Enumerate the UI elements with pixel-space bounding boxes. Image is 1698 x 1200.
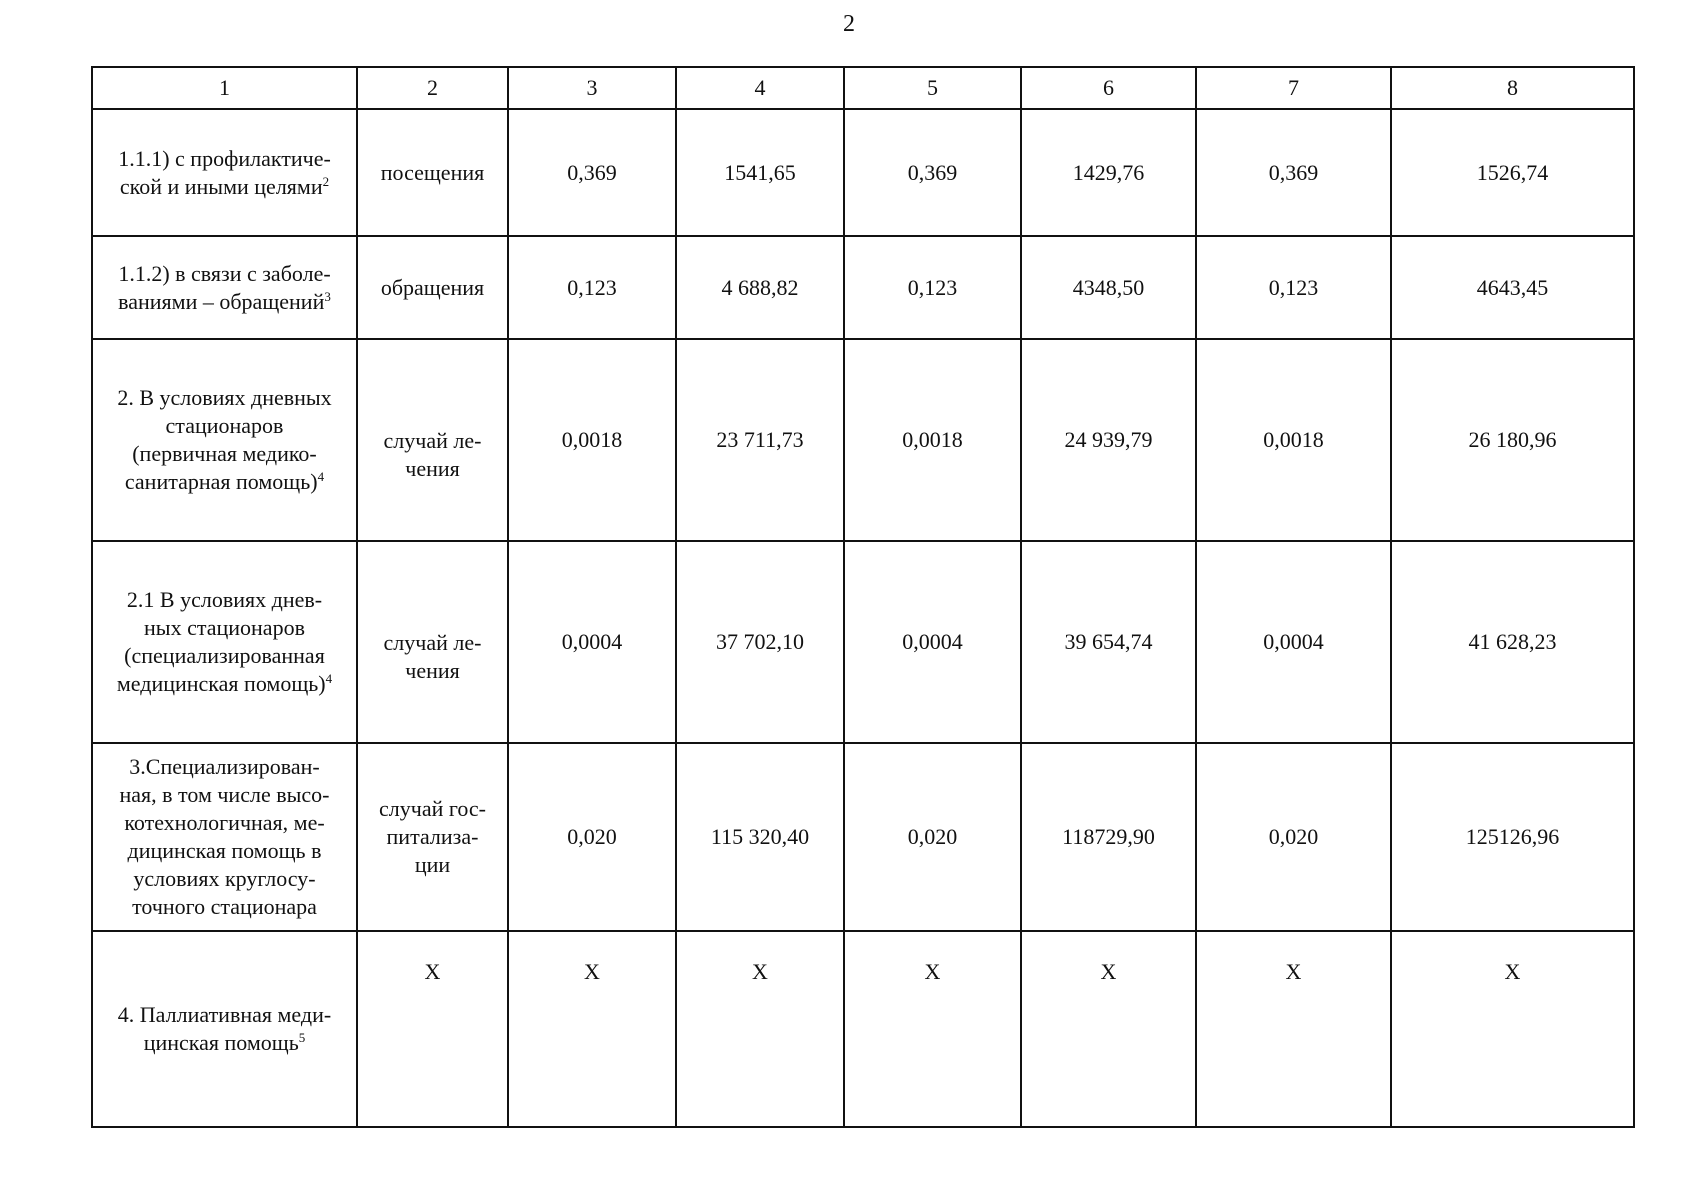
value-cell: 39 654,74	[1021, 541, 1196, 743]
row-unit-line: чения	[405, 456, 460, 481]
row-label-line: медицинская помощь)	[116, 671, 326, 696]
row-label	[92, 339, 357, 541]
row-label-line: 1.1.2) в связи с заболе-	[118, 260, 331, 286]
value-cell: 23 711,73	[676, 339, 844, 541]
value-cell: X	[844, 931, 1021, 1127]
value-cell: 0,369	[508, 109, 676, 236]
footnote-marker: 3	[324, 288, 331, 304]
value-cell: 37 702,10	[676, 541, 844, 743]
column-header-7: 7	[1196, 67, 1391, 109]
row-label	[92, 743, 357, 931]
row-unit: X	[357, 931, 508, 1127]
value-cell: 1541,65	[676, 109, 844, 236]
value-cell: 0,020	[844, 743, 1021, 931]
footnote-marker: 4	[325, 671, 333, 686]
column-header-5: 5	[844, 67, 1021, 109]
row-label-line: ная, в том числе высо-	[119, 782, 330, 807]
value-cell: 0,0018	[844, 339, 1021, 541]
row-label-line: условиях круглосу-	[133, 866, 316, 891]
page-number: 2	[843, 11, 855, 37]
column-header-4: 4	[676, 67, 844, 109]
value-cell: 4348,50	[1021, 236, 1196, 339]
value-cell: 0,0018	[1196, 339, 1391, 541]
footnote-marker: 4	[317, 469, 325, 484]
header-row	[92, 67, 1634, 109]
table-row	[92, 931, 1634, 1127]
row-label-line: котехнологичная, ме-	[124, 810, 325, 835]
table-row	[92, 541, 1634, 743]
value-cell: 115 320,40	[676, 743, 844, 931]
value-cell: 0,123	[844, 236, 1021, 339]
table-row	[92, 339, 1634, 541]
value-cell: 1526,74	[1391, 109, 1634, 236]
row-label-line: ской и иными целями	[119, 173, 323, 199]
row-unit-line: питализа-	[386, 824, 479, 849]
value-cell: 0,123	[508, 236, 676, 339]
row-label	[92, 236, 357, 339]
table-row	[92, 236, 1634, 339]
value-cell: 0,0004	[508, 541, 676, 743]
value-cell: 24 939,79	[1021, 339, 1196, 541]
column-header-3: 3	[508, 67, 676, 109]
value-cell: 0,020	[1196, 743, 1391, 931]
row-label-line: 3.Специализирован-	[129, 754, 320, 779]
row-label-line: 1.1.1) с профилактиче-	[118, 145, 331, 171]
row-label	[92, 541, 357, 743]
value-cell: 0,0004	[1196, 541, 1391, 743]
value-cell: X	[676, 931, 844, 1127]
row-label-line: 2. В условиях дневных	[117, 385, 332, 410]
value-cell: X	[1391, 931, 1634, 1127]
row-unit-line: случай ле-	[383, 428, 482, 453]
row-label-line: санитарная помощь)	[124, 469, 318, 494]
row-label-line: ных стационаров	[144, 615, 305, 640]
row-label-line: стационаров	[165, 413, 284, 438]
row-unit: обращения	[357, 236, 508, 339]
row-label-line: ваниями – обращений	[118, 288, 325, 314]
footnote-marker: 2	[322, 173, 330, 189]
data-table	[91, 66, 1635, 1128]
value-cell: 118729,90	[1021, 743, 1196, 931]
value-cell: 0,0004	[844, 541, 1021, 743]
column-header-6: 6	[1021, 67, 1196, 109]
column-header-2: 2	[357, 67, 508, 109]
column-header-8: 8	[1391, 67, 1634, 109]
footnote-marker: 5	[298, 1030, 306, 1045]
row-label-line: (первичная медико-	[132, 441, 317, 466]
value-cell: 41 628,23	[1391, 541, 1634, 743]
column-header-1: 1	[92, 67, 357, 109]
row-unit-line: ции	[414, 852, 451, 877]
table-row	[92, 743, 1634, 931]
value-cell: 1429,76	[1021, 109, 1196, 236]
value-cell: 0,369	[844, 109, 1021, 236]
value-cell: 125126,96	[1391, 743, 1634, 931]
row-unit-line: случай ле-	[383, 630, 482, 655]
value-cell: 0,369	[1196, 109, 1391, 236]
row-unit	[357, 743, 508, 931]
table-row	[92, 109, 1634, 236]
value-cell: 26 180,96	[1391, 339, 1634, 541]
value-cell: X	[508, 931, 676, 1127]
row-unit	[357, 339, 508, 541]
value-cell: X	[1021, 931, 1196, 1127]
value-cell: 0,0018	[508, 339, 676, 541]
row-unit: посещения	[357, 109, 508, 236]
row-label-line: цинская помощь	[143, 1030, 299, 1055]
value-cell: 4643,45	[1391, 236, 1634, 339]
row-unit-line: случай гос-	[379, 796, 486, 821]
value-cell: 4 688,82	[676, 236, 844, 339]
row-label-line: 4. Паллиативная меди-	[117, 1002, 332, 1027]
row-label-line: 2.1 В условиях днев-	[126, 587, 323, 612]
row-label	[92, 109, 357, 236]
row-unit	[357, 541, 508, 743]
row-label	[92, 931, 357, 1127]
row-label-line: дицинская помощь в	[127, 838, 322, 863]
value-cell: 0,123	[1196, 236, 1391, 339]
row-label-line: точного стационара	[132, 894, 317, 919]
row-unit-line: чения	[405, 658, 460, 683]
value-cell: 0,020	[508, 743, 676, 931]
row-label-line: (специализированная	[124, 643, 325, 668]
value-cell: X	[1196, 931, 1391, 1127]
